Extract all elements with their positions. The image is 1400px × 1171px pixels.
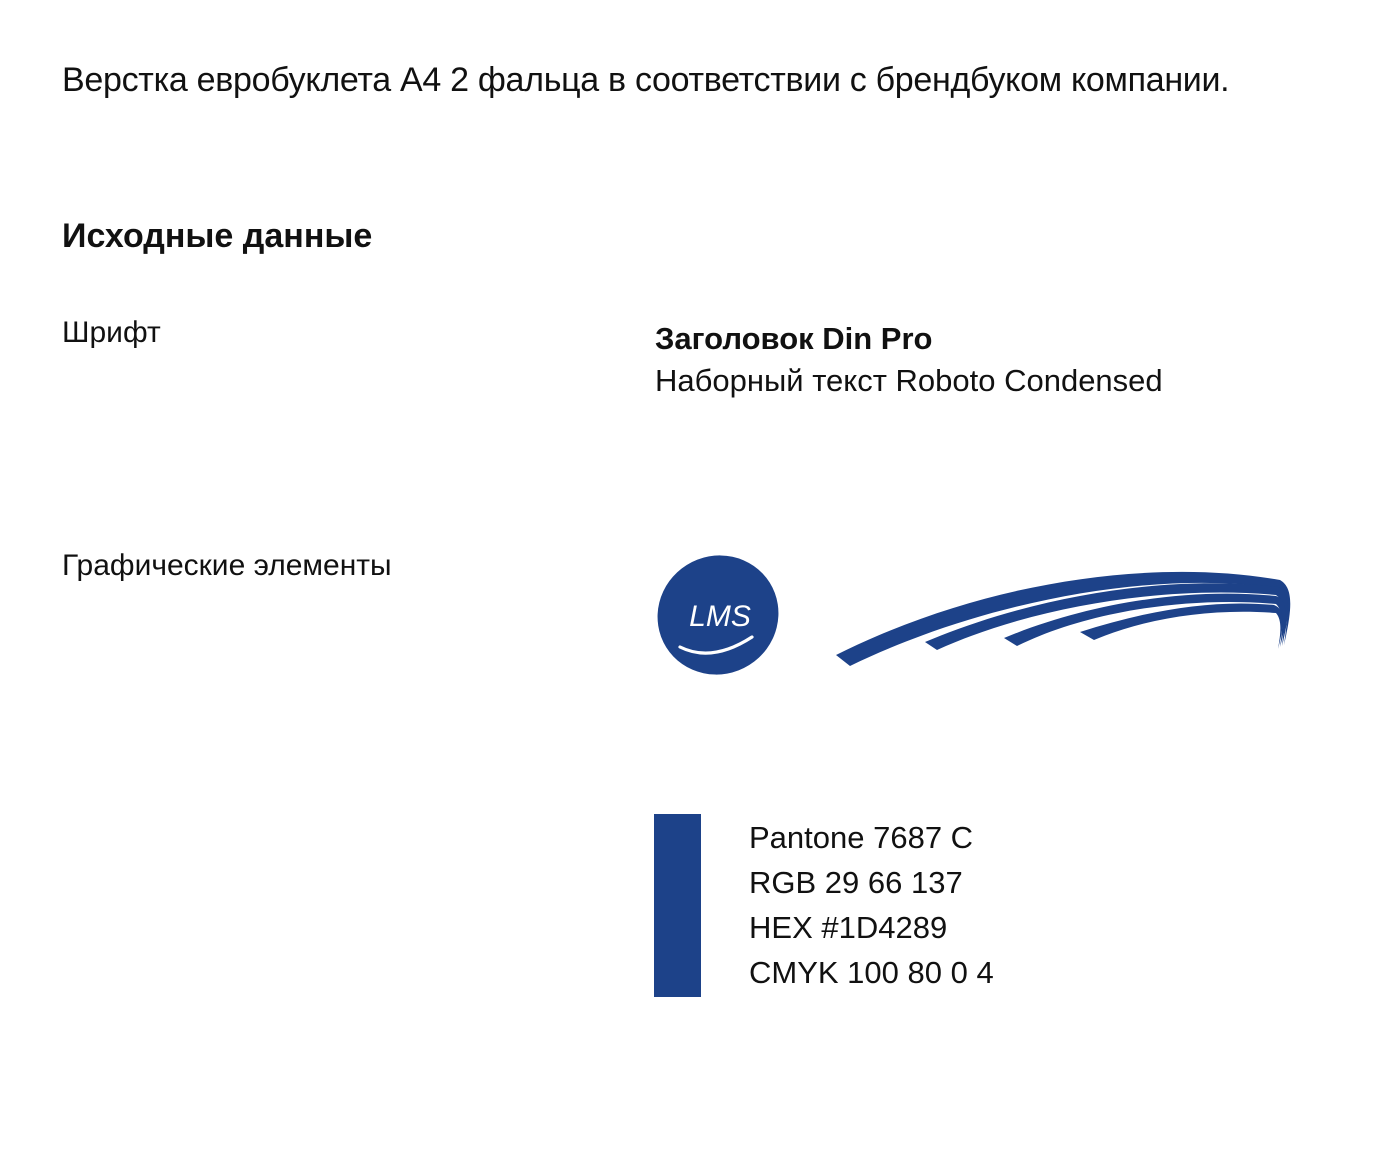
body-font-name: Наборный текст Roboto Condensed bbox=[655, 363, 1163, 398]
section-heading: Исходные данные bbox=[62, 217, 373, 255]
intro-text: Верстка евробуклета А4 2 фальца в соответствии с брендбуком компании. bbox=[62, 61, 1230, 99]
cmyk-value: CMYK 100 80 0 4 bbox=[749, 955, 994, 990]
font-info bbox=[655, 318, 1163, 402]
pantone-value: Pantone 7687 C bbox=[749, 820, 974, 855]
lms-logo-icon bbox=[654, 551, 782, 679]
hex-value: HEX #1D4289 bbox=[749, 910, 948, 945]
font-label: Шрифт bbox=[62, 316, 161, 349]
color-info bbox=[749, 815, 994, 995]
heading-font-name: Заголовок Din Pro bbox=[655, 321, 933, 356]
color-swatch bbox=[654, 814, 701, 997]
rgb-value: RGB 29 66 137 bbox=[749, 865, 963, 900]
logo-text: LMS bbox=[689, 600, 751, 633]
graphics-label: Графические элементы bbox=[62, 549, 392, 582]
swoosh-lines-icon bbox=[836, 560, 1296, 670]
